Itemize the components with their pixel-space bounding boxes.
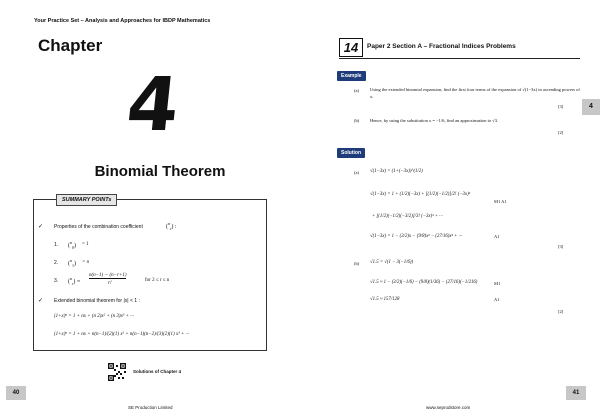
expansion-line-2: (1+x)ⁿ = 1 + nx + n(n−1)/(2)(1) x² + n(n−1)(n−2)/(3)(2)(1) x³ + ···: [54, 332, 190, 337]
expansion-line-1: (1+x)ⁿ = 1 + nx + (n 2)x² + (n 3)x³ + ···: [54, 314, 134, 319]
summary-box: [33, 199, 267, 351]
chapter-side-tab[interactable]: 4: [582, 99, 600, 115]
solution-label: Solution: [337, 148, 365, 158]
part-b-marks: [2]: [558, 130, 564, 135]
prop-3-numerator: n(n−1) ··· (n−r+1): [89, 273, 127, 278]
bullet-extended: Extended binomial theorem for |x| < 1 :: [54, 298, 140, 304]
chapter-badge: 14: [339, 38, 363, 57]
binom-n0: ($^n_0$): [68, 240, 76, 251]
page-number-right: 41: [566, 386, 586, 400]
sub-label-2: 2.: [54, 260, 59, 266]
footer-left: SE Production Limited: [128, 405, 173, 410]
section-header: Paper 2 Section A – Fractional Indices Problems: [367, 43, 516, 50]
chapter-title: Binomial Theorem: [94, 163, 226, 180]
right-page: [300, 0, 600, 420]
sol-a-line-3: + [(1/2)(−1/2)(−3/2)]/3! (−3x)³ + ···: [372, 214, 443, 219]
qr-caption: Solutions of Chapter 4: [133, 369, 182, 374]
sol-a-total: [3]: [558, 244, 564, 249]
combination-symbol: ($^n_r$) :: [166, 221, 177, 232]
sol-a-line-4: √(1−3x) = 1 − (3/2)x − (9/8)x² − (27/16)x³ + ···: [370, 234, 463, 239]
running-header: Your Practice Set – Analysis and Approaches for IBDP Mathematics: [34, 18, 211, 24]
prop-3-denominator: r!: [108, 281, 112, 286]
sol-b-line-1: √1.5 = √(1 − 3(−1/6)): [370, 260, 414, 265]
check-icon: ✓: [38, 224, 44, 230]
part-a-marks: [3]: [558, 104, 564, 109]
sub-label-1: 1.: [54, 242, 59, 248]
summary-label: SUMMARY POINTs: [56, 194, 117, 206]
chapter-number: 4: [122, 62, 184, 148]
footer-right: www.seprodstore.com: [426, 405, 471, 410]
qr-code-image[interactable]: [108, 363, 126, 381]
check-icon: ✓: [38, 298, 44, 304]
sol-b-marks-a: A1: [494, 297, 500, 302]
part-b-text: Hence, by using the substitution x = −1/6, find an approximation to √3.: [370, 118, 499, 123]
sol-a-marks-a: A1: [494, 234, 500, 239]
sol-a-label: (a): [354, 170, 359, 175]
binom-nr: ($^n_r$) =: [68, 276, 81, 287]
header-rule: [339, 58, 580, 59]
example-label: Example: [337, 71, 366, 81]
sol-b-marks-m: M1: [494, 281, 501, 286]
sol-b-total: [2]: [558, 309, 564, 314]
sol-a-line-1: √(1−3x) = (1+(−3x))^(1/2): [370, 169, 423, 174]
sol-b-line-3: √1.5 ≈ 157/128: [370, 297, 400, 302]
part-a-label: (a): [354, 88, 359, 93]
prop-3-condition: for 2 ≤ r ≤ n: [145, 278, 170, 283]
bullet-properties: Properties of the combination coefficient: [54, 224, 143, 230]
sol-a-marks-m: M1 A1: [494, 199, 507, 204]
part-a-text: Using the extended binomial expansion, find the first four terms of the expansion of √(1−3x) in ascending powers of x.: [370, 87, 580, 99]
prop-2-value: = n: [82, 260, 90, 265]
sol-b-label: (b): [354, 261, 360, 266]
sol-a-line-2: √(1−3x) = 1 + (1/2)(−3x) + [(1/2)(−1/2)]/2! (−3x)²: [370, 192, 471, 197]
binom-n1: ($^n_1$): [68, 258, 76, 269]
prop-1-value: = 1: [82, 242, 89, 247]
page-number-left: 40: [6, 386, 26, 400]
part-b-label: (b): [354, 118, 360, 123]
chapter-word: Chapter: [38, 36, 103, 55]
sol-b-line-2: √1.5 ≈ 1 − (3/2)(−1/6) − (9/8)(1/36) − (27/16)(−1/216): [370, 280, 478, 285]
sub-label-3: 3.: [54, 278, 59, 284]
